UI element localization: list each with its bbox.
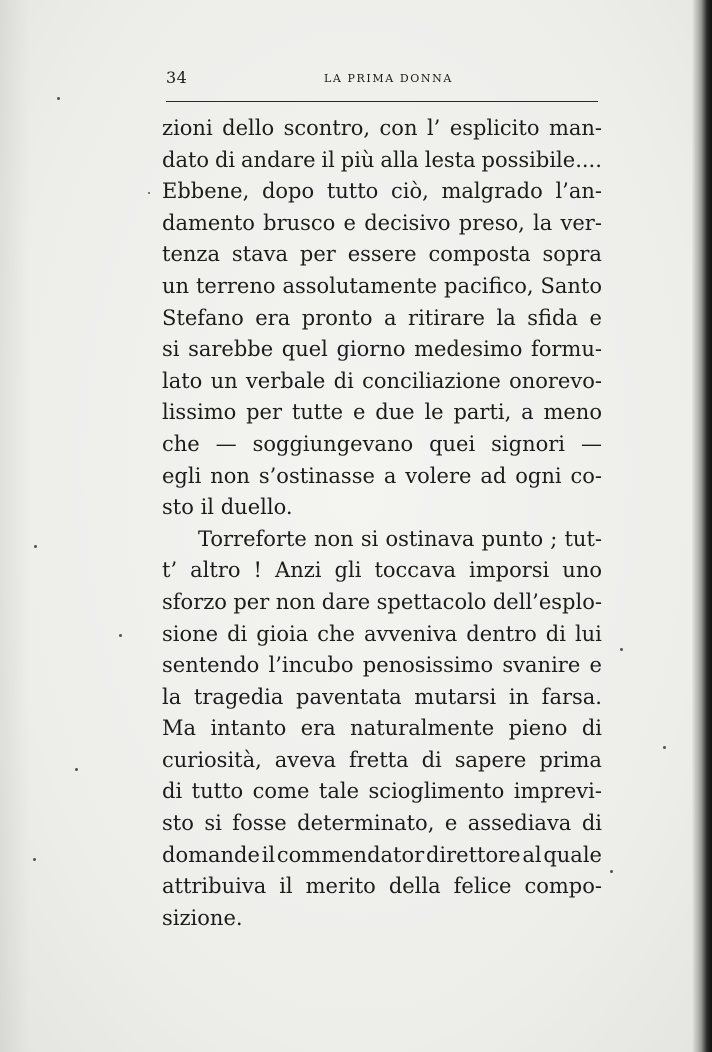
word: lato xyxy=(162,368,203,393)
text-line xyxy=(162,619,602,651)
word: sione xyxy=(162,621,219,646)
word: della xyxy=(388,874,441,899)
word: l’ xyxy=(426,116,441,140)
word: fretta xyxy=(348,747,409,772)
header-rule xyxy=(166,101,598,102)
word: zioni xyxy=(162,116,213,140)
word: penosissimo xyxy=(362,653,494,678)
word: esplicito xyxy=(449,116,540,140)
word: assolutamente xyxy=(282,273,438,298)
word: era xyxy=(300,716,336,741)
word: alla xyxy=(380,147,419,172)
word: che xyxy=(162,431,200,456)
word: di xyxy=(227,621,248,646)
word: in xyxy=(508,684,530,709)
word: tutte xyxy=(291,400,344,425)
word: sforzo xyxy=(162,589,227,614)
word: damento xyxy=(162,210,255,235)
word: imporsi xyxy=(469,558,550,583)
page-number: 34 xyxy=(166,68,188,87)
word: uno xyxy=(562,558,602,583)
word: la xyxy=(496,305,516,330)
text-line xyxy=(162,176,602,208)
word: un xyxy=(162,273,190,298)
word: ad xyxy=(480,463,507,488)
text-line xyxy=(162,650,602,682)
word: tut- xyxy=(564,526,602,551)
word: sto xyxy=(162,495,194,520)
word: altro xyxy=(190,558,241,583)
word: signori xyxy=(491,431,566,456)
word: paventata xyxy=(296,684,402,709)
word: si xyxy=(204,811,222,836)
word: — xyxy=(215,431,237,456)
text-line xyxy=(162,366,602,398)
word: e xyxy=(589,653,602,678)
word: Torreforte xyxy=(198,526,307,551)
word: ostinava xyxy=(385,526,475,551)
word: di xyxy=(581,811,602,836)
word: ciò, xyxy=(391,179,429,204)
word: co- xyxy=(570,463,602,488)
word: dato xyxy=(162,147,210,172)
running-title: LA PRIMA DONNA xyxy=(324,72,453,85)
word: non xyxy=(275,589,316,614)
word: era xyxy=(255,305,291,330)
word: ver- xyxy=(560,210,602,235)
word: meno xyxy=(543,400,602,425)
word: si xyxy=(162,337,180,362)
word: tutto xyxy=(191,779,244,804)
word: il xyxy=(279,874,293,899)
word: più xyxy=(340,147,375,172)
word: giorno xyxy=(336,337,406,362)
word: s’ostinasse xyxy=(258,463,375,488)
word: di xyxy=(545,621,566,646)
word: aveva xyxy=(274,747,336,772)
word: e xyxy=(589,305,602,330)
word: si xyxy=(360,526,379,551)
word: toccava xyxy=(374,558,456,583)
text-line xyxy=(162,745,602,777)
word: pronto xyxy=(301,305,373,330)
word: l’incubo xyxy=(268,653,354,678)
word: al xyxy=(522,842,542,867)
word: il xyxy=(321,147,335,172)
word: il xyxy=(261,842,276,867)
word: farsa. xyxy=(541,684,602,709)
word: di xyxy=(581,716,602,741)
word: a xyxy=(383,463,397,488)
word: sentendo xyxy=(162,653,260,678)
word: t’ xyxy=(162,558,178,583)
word: egli xyxy=(162,463,202,488)
text-line xyxy=(162,776,602,808)
word: possibile.... xyxy=(481,147,602,172)
word: e xyxy=(352,400,366,425)
word: mutarsi xyxy=(414,684,497,709)
word: conciliazione xyxy=(362,368,501,393)
text-line xyxy=(162,461,602,493)
word: gioia xyxy=(256,621,309,646)
word: sarebbe xyxy=(188,337,274,362)
word: ! xyxy=(253,558,262,583)
word: Anzi xyxy=(275,558,322,583)
text-line xyxy=(162,808,602,840)
word: preso, xyxy=(458,210,525,235)
word: pieno xyxy=(508,716,568,741)
text-line xyxy=(162,429,602,461)
word: punto xyxy=(481,526,544,551)
word: quale xyxy=(543,842,602,867)
text-line xyxy=(162,871,602,903)
word: per xyxy=(246,400,283,425)
word: e xyxy=(444,811,458,836)
word: imprevi- xyxy=(513,779,602,804)
text-line xyxy=(162,334,602,366)
word: sfida xyxy=(527,305,579,330)
word: non xyxy=(210,463,250,488)
word: merito xyxy=(305,874,376,899)
text-line xyxy=(162,492,602,524)
word: e xyxy=(343,210,356,235)
word: tragedia xyxy=(193,684,284,709)
word: sizione. xyxy=(162,905,243,930)
word: domande xyxy=(162,842,260,867)
word: sto xyxy=(162,811,194,836)
text-line xyxy=(162,271,602,303)
text-line xyxy=(162,397,602,429)
text-line xyxy=(162,239,602,271)
word: dopo xyxy=(261,179,315,204)
word: naturalmente xyxy=(350,716,495,741)
word: brusco xyxy=(263,210,336,235)
word: ; xyxy=(550,526,558,551)
word: tutto xyxy=(326,179,379,204)
word: parti, xyxy=(453,400,512,425)
word: gli xyxy=(334,558,362,583)
word: con xyxy=(379,116,418,140)
word: dello xyxy=(222,116,275,140)
word: essere xyxy=(347,242,417,267)
word: onorevo- xyxy=(509,368,602,393)
word: due xyxy=(375,400,415,425)
text-line xyxy=(162,208,602,240)
word: stava xyxy=(231,242,288,267)
word: formu- xyxy=(530,337,602,362)
text-line xyxy=(162,303,602,335)
word: pacifico, xyxy=(444,273,534,298)
word: l’an- xyxy=(555,179,602,204)
word: svanire xyxy=(502,653,581,678)
word: che xyxy=(317,621,355,646)
word: a xyxy=(384,305,397,330)
word: Ebbene, xyxy=(162,179,250,204)
word: tenza xyxy=(162,242,220,267)
text-line xyxy=(162,555,602,587)
word: spettacolo xyxy=(376,589,487,614)
word: per xyxy=(299,242,336,267)
word: le xyxy=(424,400,444,425)
word: assediava xyxy=(467,811,572,836)
word: quel xyxy=(281,337,328,362)
word: sapere xyxy=(454,747,527,772)
word: non xyxy=(313,526,354,551)
text-line xyxy=(162,587,602,619)
word: decisivo xyxy=(364,210,451,235)
text-line xyxy=(162,840,602,872)
word: felice xyxy=(453,874,512,899)
word: a xyxy=(521,400,534,425)
text-line xyxy=(162,113,602,145)
word: per xyxy=(233,589,270,614)
word: come xyxy=(252,779,310,804)
word: Santo xyxy=(540,273,602,298)
word: determinato, xyxy=(297,811,435,836)
word: la xyxy=(162,684,182,709)
word: compo- xyxy=(524,874,602,899)
word: andare xyxy=(241,147,316,172)
word: medesimo xyxy=(414,337,523,362)
page-edge-shadow xyxy=(692,0,712,1052)
text-line xyxy=(162,713,602,745)
text-line xyxy=(162,145,602,177)
page-shadow xyxy=(0,0,30,1052)
word: ogni xyxy=(515,463,562,488)
word: intanto xyxy=(210,716,287,741)
word: Stefano xyxy=(162,305,244,330)
word: avveniva xyxy=(363,621,458,646)
text-line xyxy=(162,524,602,556)
word: tale xyxy=(318,779,360,804)
word: duello. xyxy=(220,495,293,520)
word: attribuiva xyxy=(162,874,267,899)
word: scioglimento xyxy=(368,779,505,804)
word: quei xyxy=(429,431,476,456)
word: — xyxy=(580,431,602,456)
word: composta xyxy=(428,242,531,267)
word: direttore xyxy=(425,842,521,867)
word: fosse xyxy=(232,811,287,836)
word: commendator xyxy=(276,842,425,867)
word: lissimo xyxy=(162,400,237,425)
word: di xyxy=(333,368,354,393)
word: Ma xyxy=(162,716,197,741)
word: dare xyxy=(321,589,371,614)
word: sopra xyxy=(542,242,602,267)
word: il xyxy=(200,495,215,520)
word: lesta xyxy=(424,147,476,172)
word: la xyxy=(533,210,553,235)
word: malgrado xyxy=(441,179,543,204)
word: di xyxy=(421,747,442,772)
word: un xyxy=(210,368,238,393)
word: ritirare xyxy=(408,305,485,330)
word: dentro xyxy=(466,621,537,646)
word: lui xyxy=(574,621,602,646)
word: terreno xyxy=(195,273,276,298)
word: curiosità, xyxy=(162,747,262,772)
word: man- xyxy=(548,116,602,140)
text-line xyxy=(162,682,602,714)
word: volere xyxy=(405,463,472,488)
body-text xyxy=(162,113,602,934)
word: verbale xyxy=(245,368,326,393)
word: soggiungevano xyxy=(252,431,414,456)
word: prima xyxy=(539,747,602,772)
word: di xyxy=(214,147,236,172)
word: scontro, xyxy=(283,116,371,140)
word: di xyxy=(162,779,183,804)
word: dell’esplo- xyxy=(492,589,602,614)
text-line xyxy=(162,903,602,935)
page-header xyxy=(166,68,598,92)
